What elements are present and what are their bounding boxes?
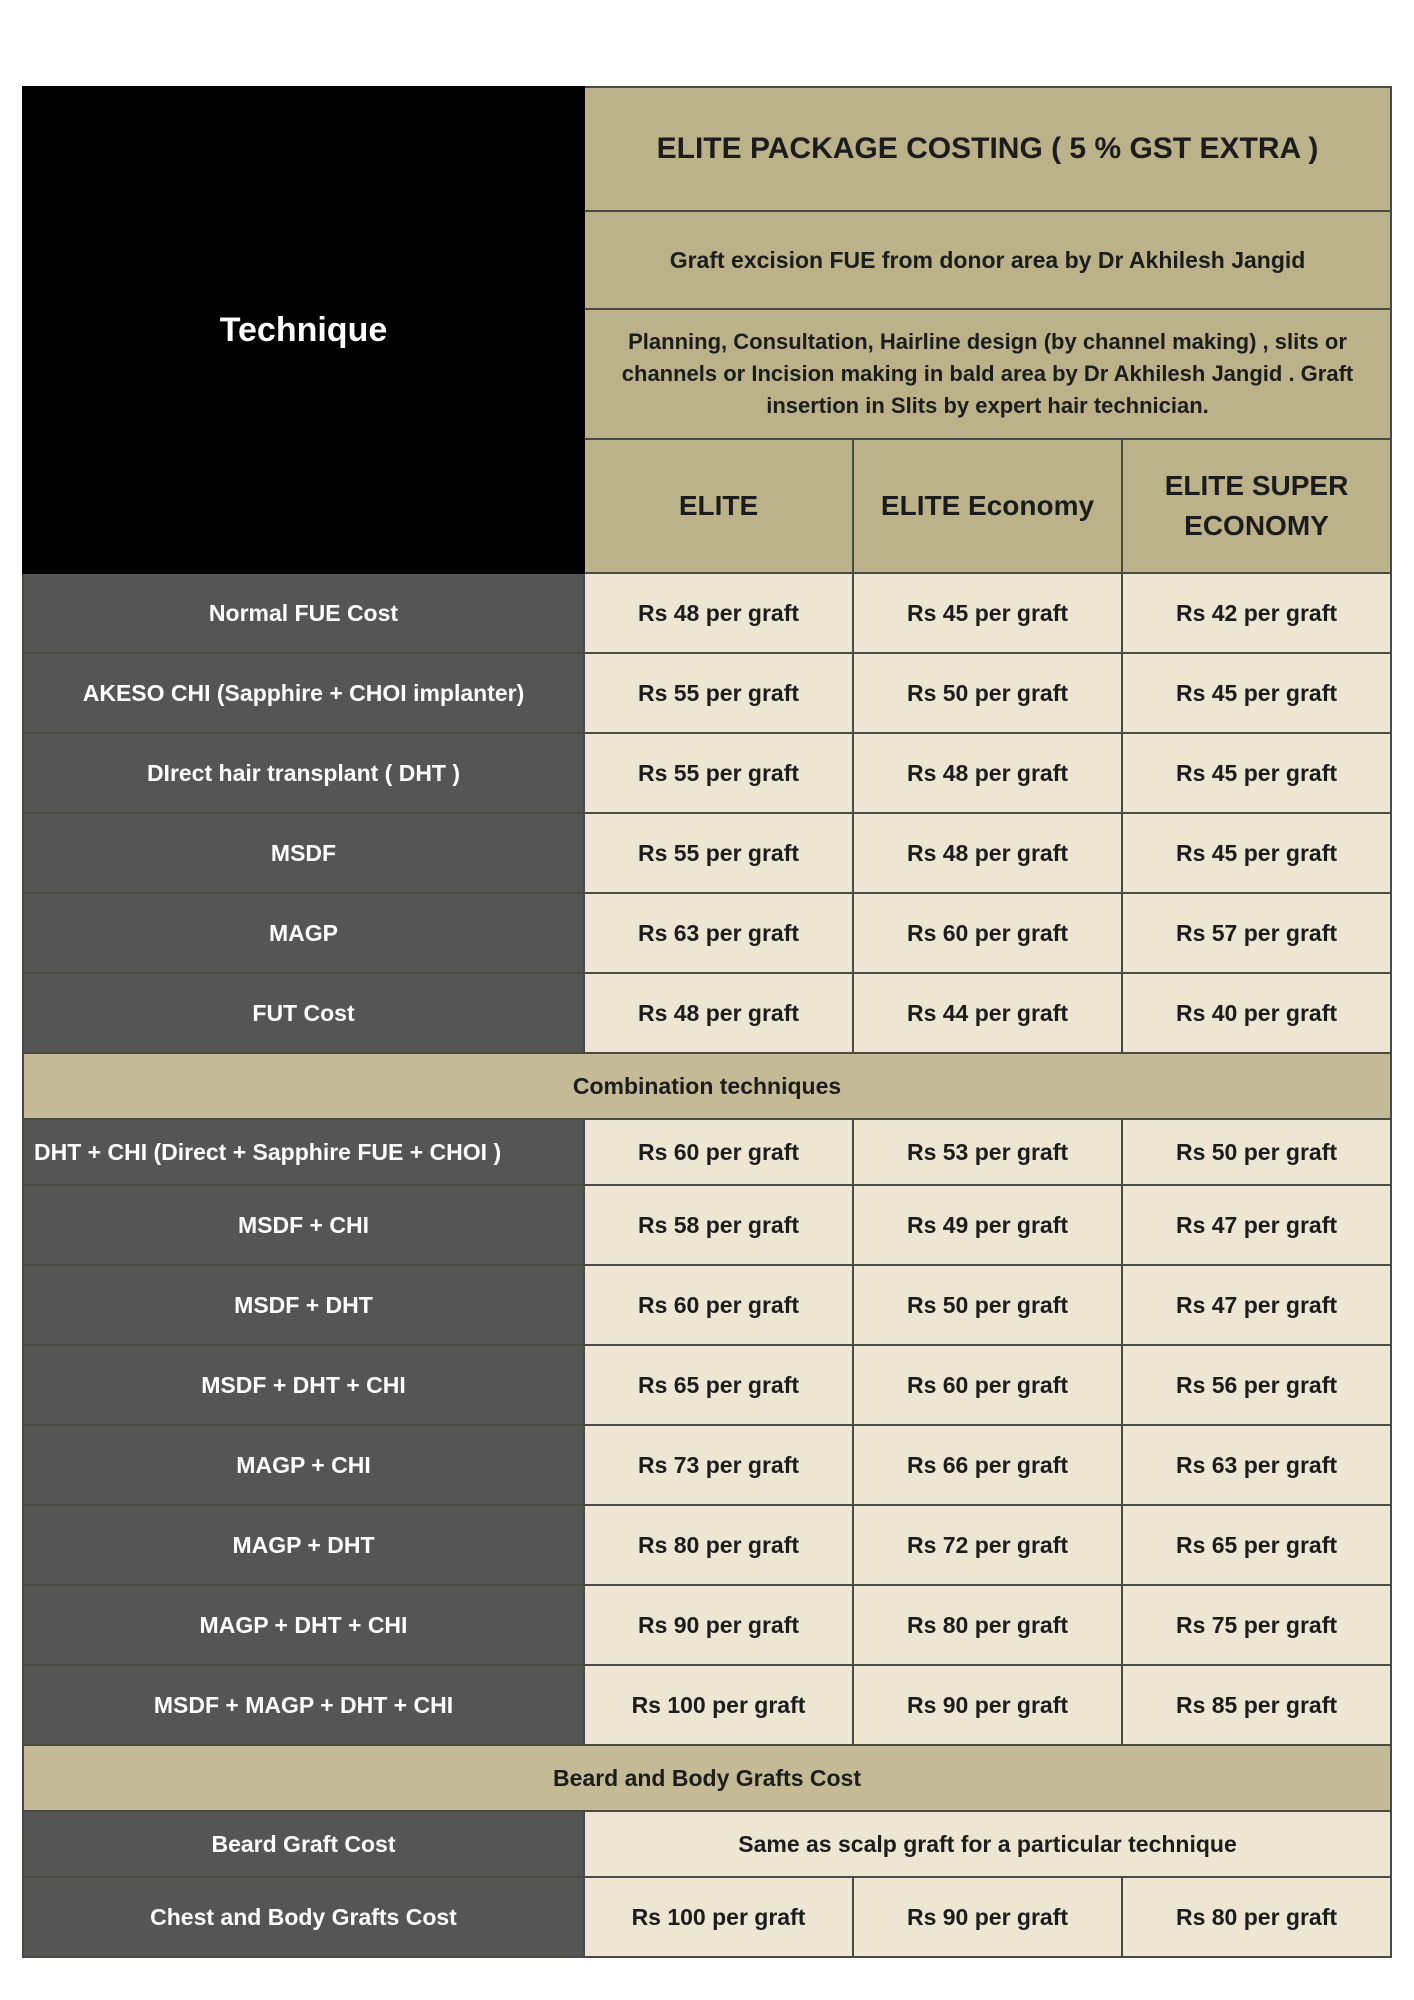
table-row — [23, 813, 1391, 893]
price-elite: Rs 63 per graft — [584, 893, 853, 973]
price-elite-super-economy: Rs 85 per graft — [1122, 1665, 1391, 1745]
price-elite: Rs 80 per graft — [584, 1505, 853, 1585]
technique-label: MSDF + MAGP + DHT + CHI — [23, 1665, 584, 1745]
technique-label: FUT Cost — [23, 973, 584, 1053]
price-elite: Rs 55 per graft — [584, 733, 853, 813]
technique-label: MSDF + DHT — [23, 1265, 584, 1345]
price-elite-economy: Rs 72 per graft — [853, 1505, 1122, 1585]
price-elite-super-economy: Rs 63 per graft — [1122, 1425, 1391, 1505]
column-header-elite-economy: ELITE Economy — [853, 439, 1122, 573]
price-elite-super-economy: Rs 57 per graft — [1122, 893, 1391, 973]
price-elite-economy: Rs 60 per graft — [853, 1345, 1122, 1425]
price-elite: Rs 73 per graft — [584, 1425, 853, 1505]
technique-header: Technique — [23, 87, 584, 573]
table-row — [23, 653, 1391, 733]
column-header-elite-super-economy: ELITE SUPER ECONOMY — [1122, 439, 1391, 573]
price-elite-super-economy: Rs 42 per graft — [1122, 573, 1391, 653]
table-row — [23, 1119, 1391, 1185]
price-elite: Rs 55 per graft — [584, 653, 853, 733]
price-elite-economy: Rs 50 per graft — [853, 653, 1122, 733]
technique-label: MAGP — [23, 893, 584, 973]
price-elite: Rs 100 per graft — [584, 1665, 853, 1745]
table-row — [23, 973, 1391, 1053]
price-elite: Rs 48 per graft — [584, 573, 853, 653]
table-row — [23, 1345, 1391, 1425]
price-elite-economy: Rs 44 per graft — [853, 973, 1122, 1053]
price-elite: Rs 90 per graft — [584, 1585, 853, 1665]
price-elite-economy: Rs 45 per graft — [853, 573, 1122, 653]
technique-label: MSDF + CHI — [23, 1185, 584, 1265]
technique-label: DIrect hair transplant ( DHT ) — [23, 733, 584, 813]
price-elite: Rs 55 per graft — [584, 813, 853, 893]
price-elite-economy: Rs 90 per graft — [853, 1877, 1122, 1957]
table-row — [23, 1811, 1391, 1877]
package-title: ELITE PACKAGE COSTING ( 5 % GST EXTRA ) — [584, 87, 1391, 211]
table-row — [23, 1505, 1391, 1585]
technique-label: Normal FUE Cost — [23, 573, 584, 653]
table-row — [23, 573, 1391, 653]
price-elite-super-economy: Rs 75 per graft — [1122, 1585, 1391, 1665]
price-elite: Rs 65 per graft — [584, 1345, 853, 1425]
technique-label: MAGP + CHI — [23, 1425, 584, 1505]
price-elite: Rs 60 per graft — [584, 1265, 853, 1345]
price-elite: Rs 58 per graft — [584, 1185, 853, 1265]
technique-label: MSDF + DHT + CHI — [23, 1345, 584, 1425]
table-row — [23, 1665, 1391, 1745]
technique-label: DHT + CHI (Direct + Sapphire FUE + CHOI ) — [23, 1119, 584, 1185]
technique-label: Beard Graft Cost — [23, 1811, 584, 1877]
price-elite-super-economy: Rs 45 per graft — [1122, 733, 1391, 813]
table-row — [23, 1585, 1391, 1665]
price-elite-super-economy: Rs 47 per graft — [1122, 1185, 1391, 1265]
price-elite-economy: Rs 49 per graft — [853, 1185, 1122, 1265]
price-elite-economy: Rs 53 per graft — [853, 1119, 1122, 1185]
technique-label: MAGP + DHT — [23, 1505, 584, 1585]
price-elite-super-economy: Rs 47 per graft — [1122, 1265, 1391, 1345]
price-elite: Rs 60 per graft — [584, 1119, 853, 1185]
beard-graft-note: Same as scalp graft for a particular technique — [584, 1811, 1391, 1877]
pricing-table — [22, 86, 1392, 1958]
price-elite-super-economy: Rs 65 per graft — [1122, 1505, 1391, 1585]
price-elite-super-economy: Rs 45 per graft — [1122, 653, 1391, 733]
price-elite-super-economy: Rs 45 per graft — [1122, 813, 1391, 893]
table-row — [23, 893, 1391, 973]
technique-label: AKESO CHI (Sapphire + CHOI implanter) — [23, 653, 584, 733]
price-elite-economy: Rs 66 per graft — [853, 1425, 1122, 1505]
price-elite-economy: Rs 50 per graft — [853, 1265, 1122, 1345]
table-row — [23, 1265, 1391, 1345]
price-elite-economy: Rs 48 per graft — [853, 813, 1122, 893]
beard-body-section-title: Beard and Body Grafts Cost — [23, 1745, 1391, 1811]
price-elite-economy: Rs 90 per graft — [853, 1665, 1122, 1745]
combination-section-title: Combination techniques — [23, 1053, 1391, 1119]
price-elite-super-economy: Rs 80 per graft — [1122, 1877, 1391, 1957]
excision-note: Graft excision FUE from donor area by Dr Akhilesh Jangid — [584, 211, 1391, 309]
table-row — [23, 1185, 1391, 1265]
price-elite-economy: Rs 48 per graft — [853, 733, 1122, 813]
price-elite-super-economy: Rs 56 per graft — [1122, 1345, 1391, 1425]
technique-label: Chest and Body Grafts Cost — [23, 1877, 584, 1957]
table-row — [23, 1877, 1391, 1957]
table-row — [23, 1425, 1391, 1505]
planning-note: Planning, Consultation, Hairline design (by channel making) , slits or channels or Incision making in bald area by Dr Akhilesh Jangid . Graft insertion in Slits by expert hair technician. — [584, 309, 1391, 439]
price-elite-economy: Rs 80 per graft — [853, 1585, 1122, 1665]
table-row — [23, 733, 1391, 813]
technique-label: MAGP + DHT + CHI — [23, 1585, 584, 1665]
price-elite-economy: Rs 60 per graft — [853, 893, 1122, 973]
price-elite: Rs 48 per graft — [584, 973, 853, 1053]
technique-label: MSDF — [23, 813, 584, 893]
price-elite: Rs 100 per graft — [584, 1877, 853, 1957]
column-header-elite: ELITE — [584, 439, 853, 573]
price-elite-super-economy: Rs 40 per graft — [1122, 973, 1391, 1053]
price-elite-super-economy: Rs 50 per graft — [1122, 1119, 1391, 1185]
